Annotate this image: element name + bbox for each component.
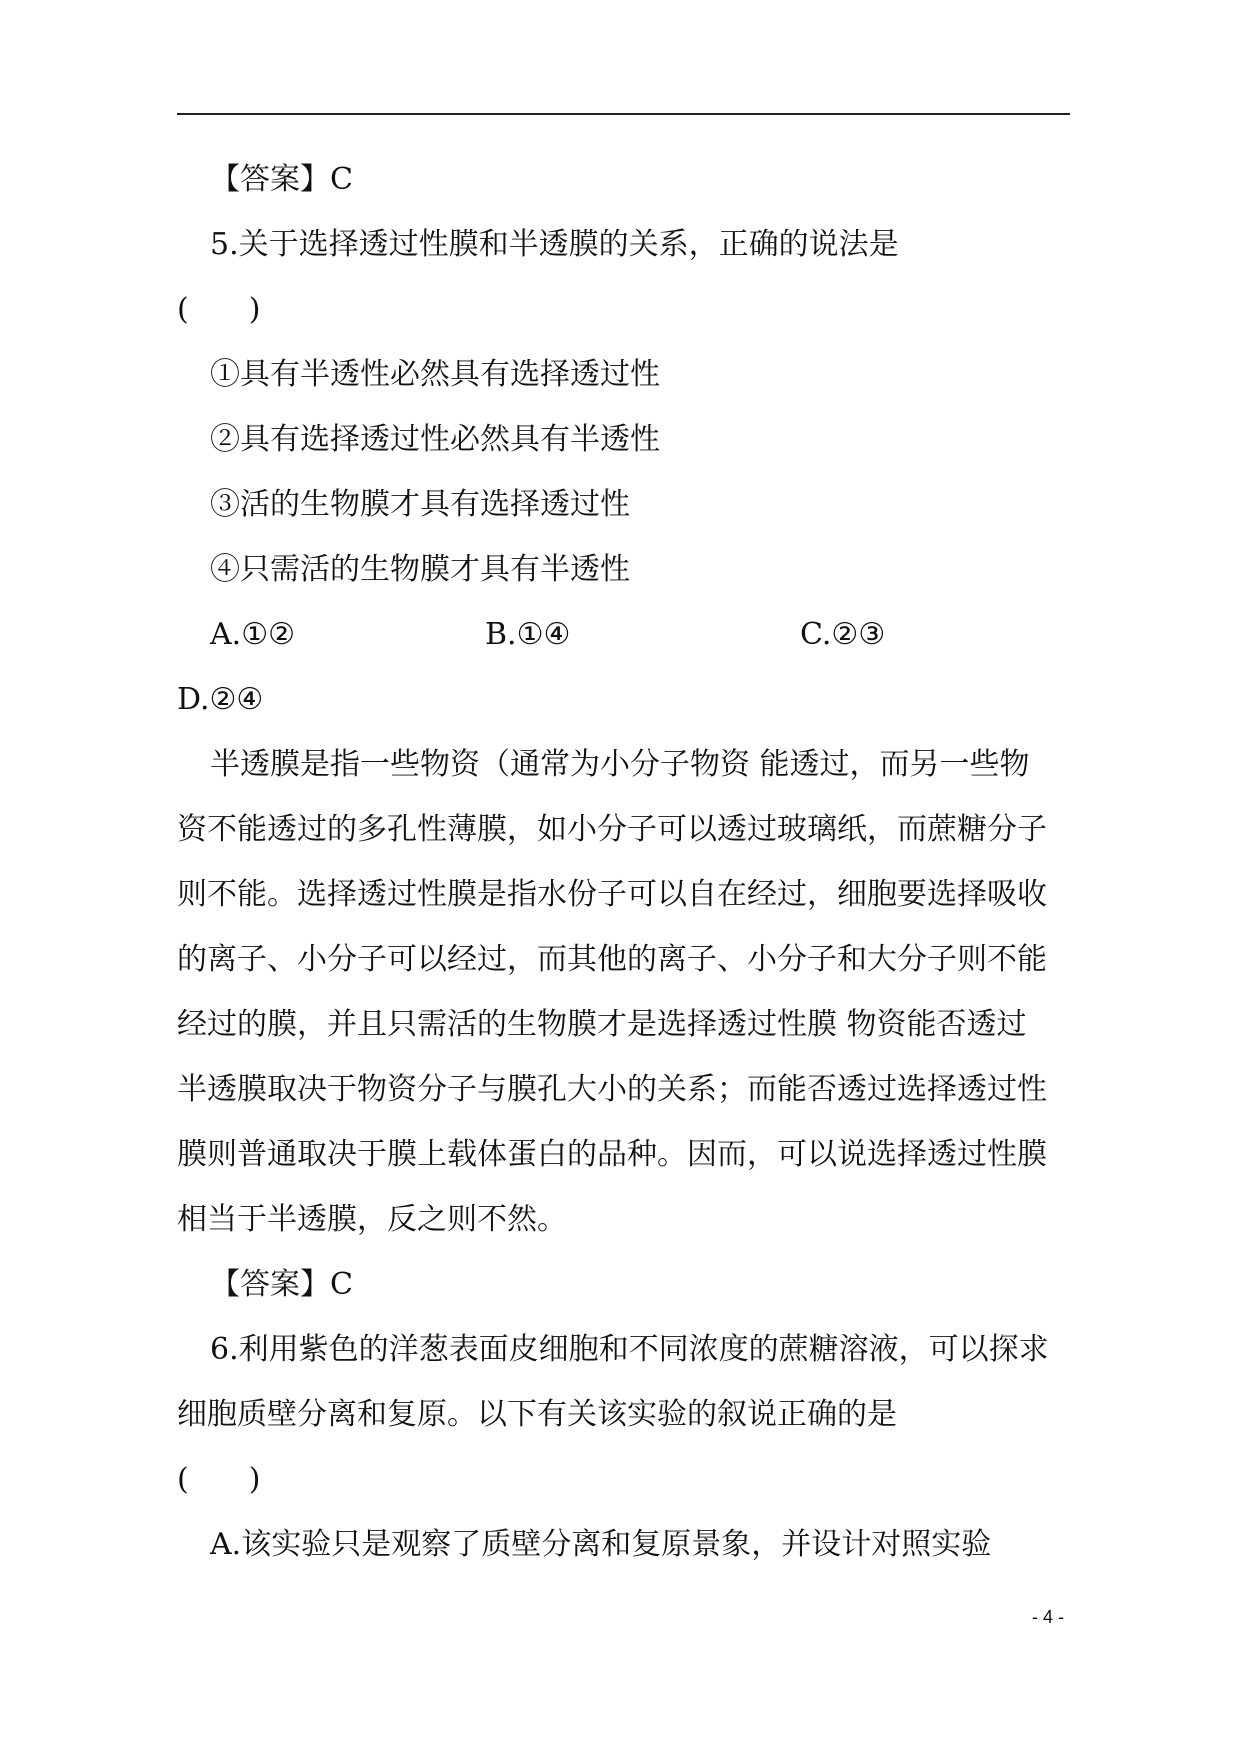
q5-bracket: ( )	[177, 292, 261, 327]
header-rule	[177, 113, 1070, 115]
q6-stem-line-2: 细胞质壁分离和复原。以下有关该实验的叙说正确的是	[177, 1397, 897, 1432]
q5-option-d: D.②④	[177, 682, 264, 717]
prev-answer: 【答案】C	[210, 162, 353, 197]
q5-explanation-line-5: 经过的膜，并且只需活的生物膜才是选择透过性膜 物资能否透过	[177, 1007, 1027, 1042]
q5-option-a: A.①②	[210, 617, 295, 652]
page-number: - 4 -	[1032, 1607, 1065, 1627]
q5-statement-4: ④只需活的生物膜才具有半透性	[210, 552, 630, 587]
q5-explanation-line-6: 半透膜取决于物资分子与膜孔大小的关系；而能否透过选择透过性	[177, 1072, 1047, 1107]
q5-explanation-line-1: 半透膜是指一些物资（通常为小分子物资 能透过，而另一些物	[210, 747, 1030, 782]
q5-explanation-line-4: 的离子、小分子可以经过，而其他的离子、小分子和大分子则不能	[177, 942, 1047, 977]
q5-explanation-line-8: 相当于半透膜，反之则不然。	[177, 1202, 567, 1237]
q6-option-a: A.该实验只是观察了质壁分离和复原景象，并设计对照实验	[210, 1527, 992, 1562]
q5-option-b: B.①④	[485, 617, 571, 652]
q5-explanation-line-7: 膜则普通取决于膜上载体蛋白的品种。因而，可以说选择透过性膜	[177, 1137, 1047, 1172]
q5-answer: 【答案】C	[210, 1267, 353, 1302]
q6-bracket: ( )	[177, 1462, 261, 1497]
q5-option-c: C.②③	[800, 617, 886, 652]
q5-statement-1: ①具有半透性必然具有选择透过性	[210, 357, 660, 392]
q5-statement-3: ③活的生物膜才具有选择透过性	[210, 487, 630, 522]
q6-stem-line-1: 6.利用紫色的洋葱表面皮细胞和不同浓度的蔗糖溶液，可以探求	[210, 1332, 1049, 1367]
q5-stem: 5.关于选择透过性膜和半透膜的关系，正确的说法是	[210, 227, 899, 262]
q5-explanation-line-3: 则不能。选择透过性膜是指水份子可以自在经过，细胞要选择吸收	[177, 877, 1047, 912]
q5-explanation-line-2: 资不能透过的多孔性薄膜，如小分子可以透过玻璃纸，而蔗糖分子	[177, 812, 1047, 847]
q5-statement-2: ②具有选择透过性必然具有半透性	[210, 422, 660, 457]
